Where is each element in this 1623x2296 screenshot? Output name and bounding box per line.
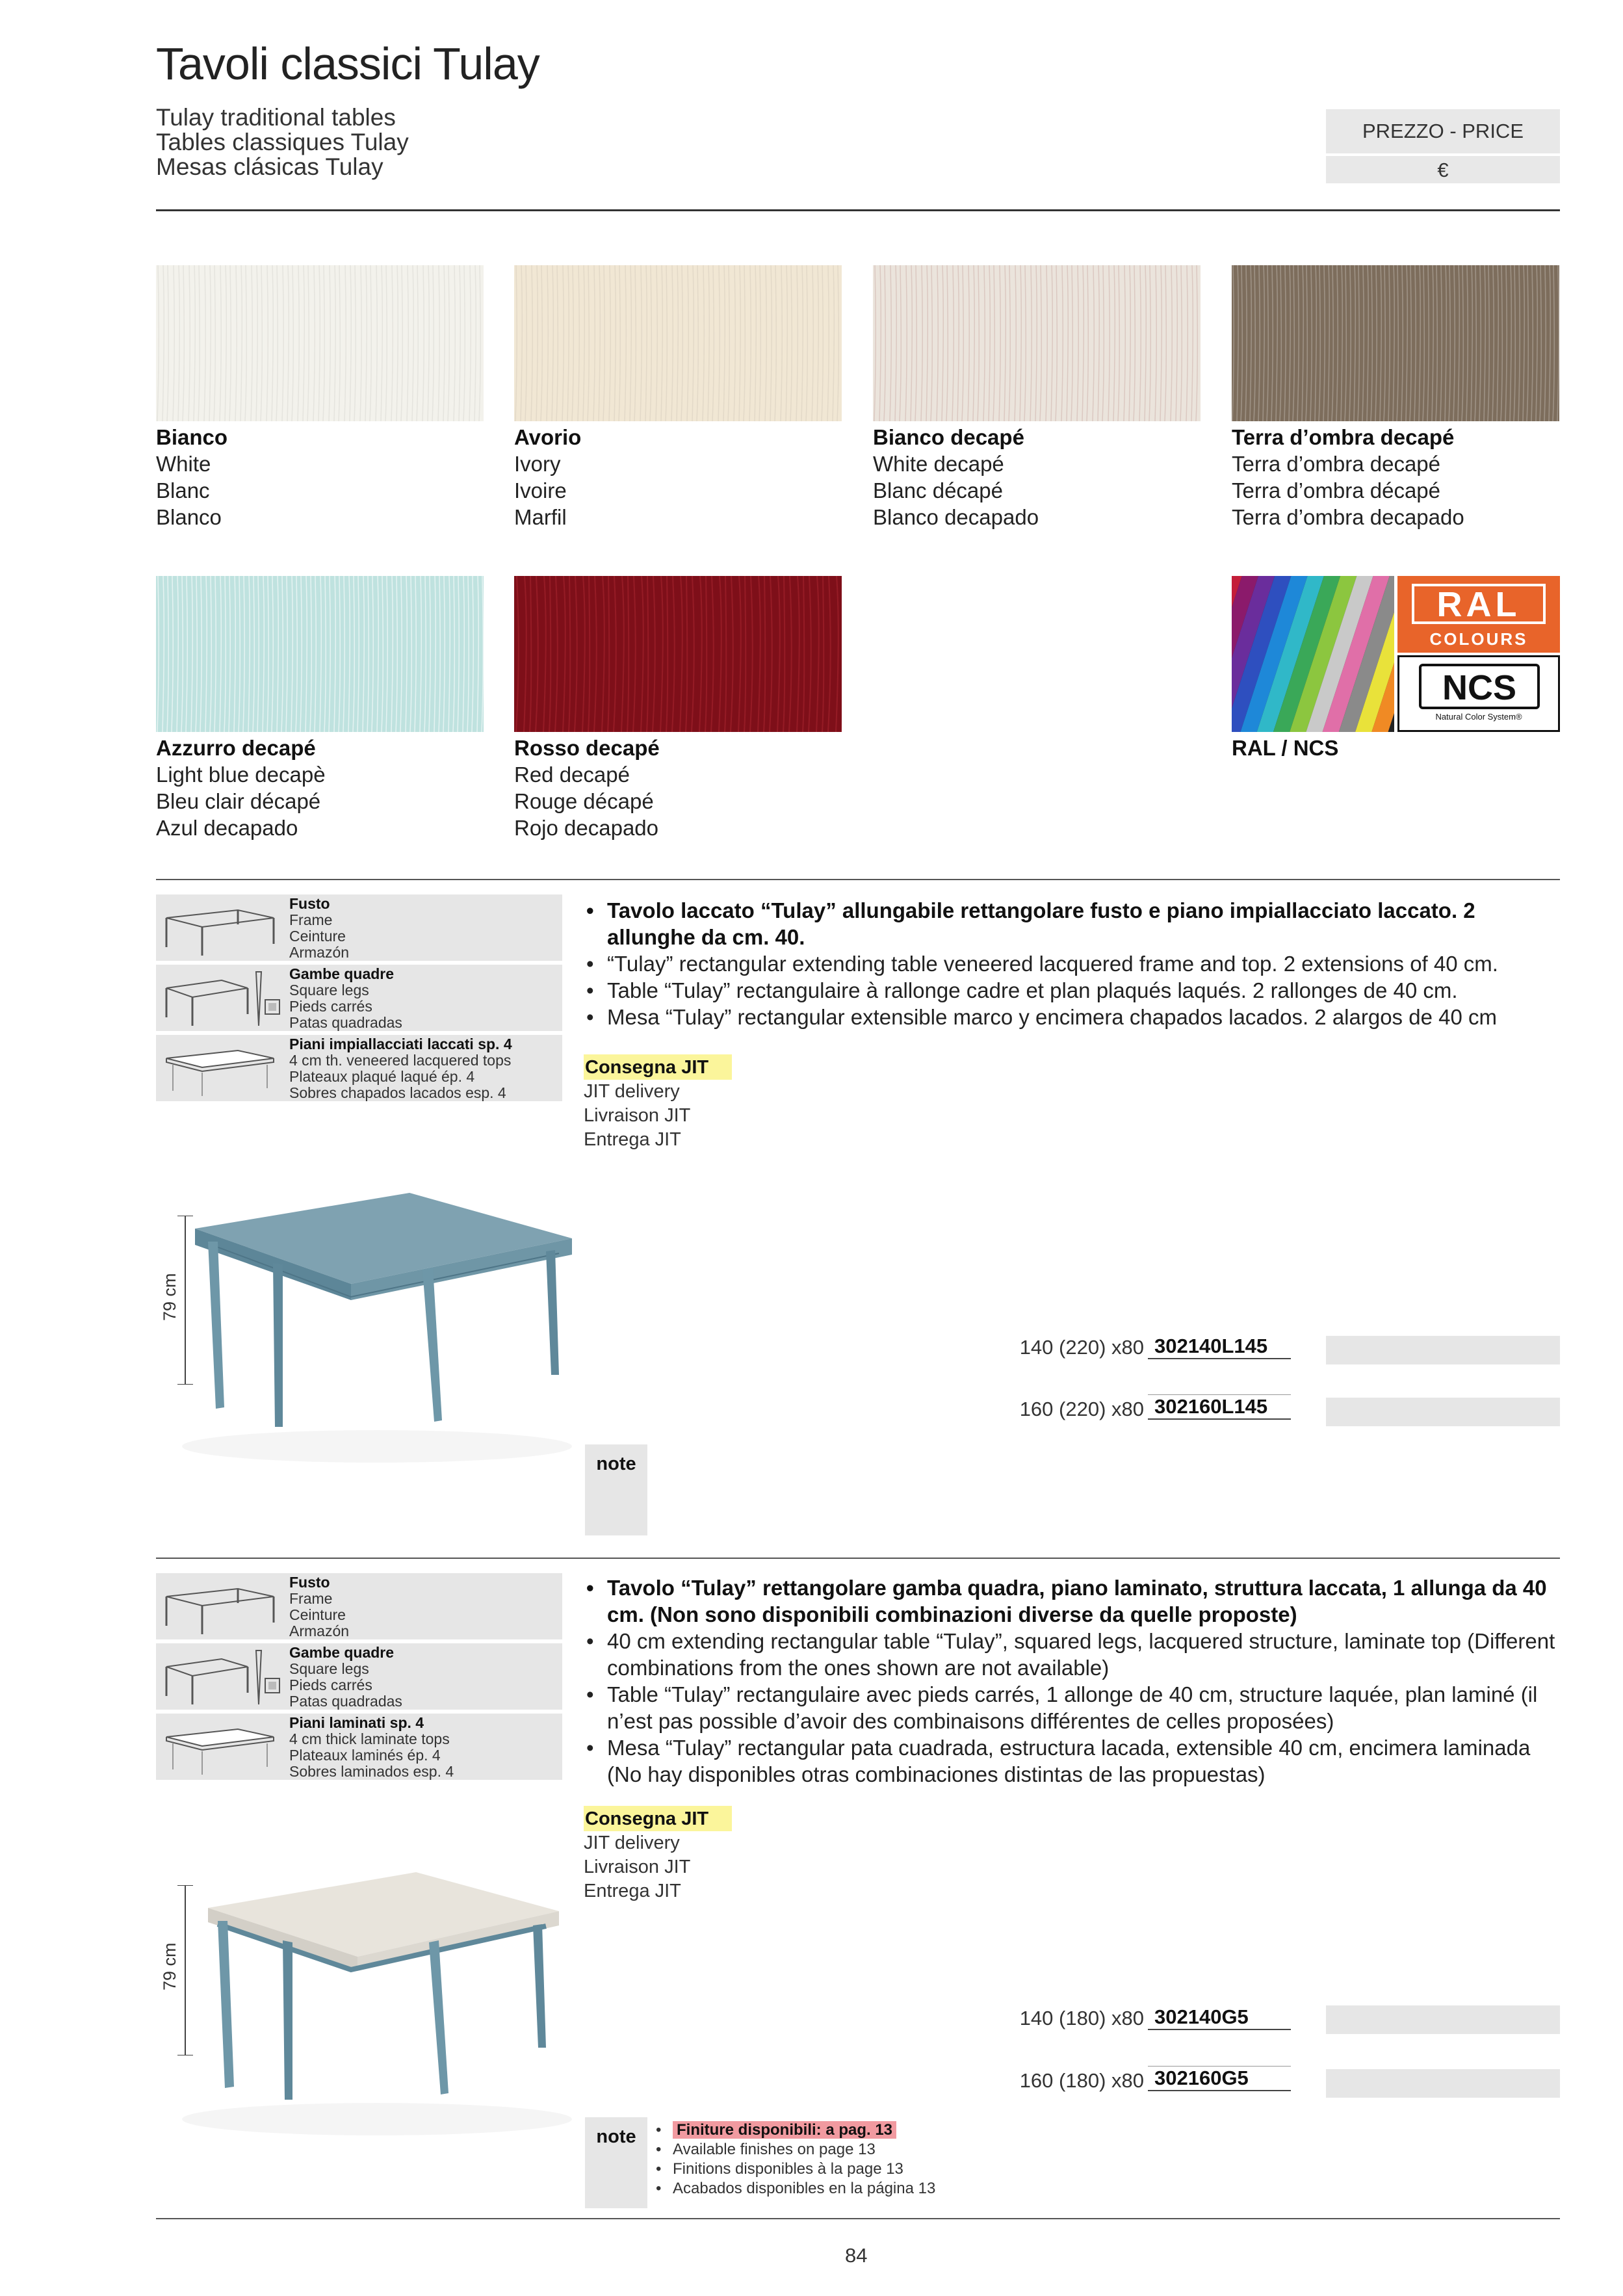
legs-diagram-icon [160, 1647, 283, 1706]
product-1-height: 79 cm [160, 1273, 179, 1321]
swatch-azzurro [156, 576, 484, 732]
page-title: Tavoli classici Tulay [156, 38, 539, 89]
size-label: 140 (180) x80 [1019, 2007, 1144, 2029]
top-diagram-icon [160, 1717, 283, 1776]
swatch-avorio [514, 265, 842, 421]
section-divider-2 [156, 1558, 1560, 1559]
price-cell [1326, 2005, 1560, 2034]
spec-top-text: Piani impiallacciati laccati sp. 4 4 cm th. veneered lacquered tops Plateaux plaqué laqué ép. 4 Sobres chapados lacados esp. 4 [289, 1036, 512, 1101]
swatch-rosso [514, 576, 842, 732]
product-2-table-image [156, 1833, 585, 2152]
finish-label-avorio: Avorio Ivory Ivoire Marfil [514, 425, 582, 529]
product-1-table-image [156, 1167, 585, 1479]
spec-legs [156, 1643, 562, 1710]
header-divider [156, 209, 1560, 211]
product-1-description: • Tavolo laccato “Tulay” allungabile rettangolare fusto e piano impiallacciato laccato. 2 allunghe da cm. 40. • “Tulay” rectangular extending table veneered lacquered frame and top. 2 extensions of 40 cm. • Table “Tulay” rectangulaire à rallonge cadre et plan plaqués laqués. 2 rallonges de 40 cm. • Mesa “Tulay” rectangular extensible marco y encimera chapados lacados. 2 alargos de 40 cm [584, 897, 1559, 1030]
frame-diagram-icon [160, 1577, 283, 1636]
spec-frame-text: Fusto Frame Ceinture Armazón [289, 895, 350, 961]
size-label: 160 (180) x80 [1019, 2069, 1144, 2092]
product-2-note-box: note [585, 2117, 647, 2208]
legs-diagram-icon [160, 969, 283, 1027]
price-cell [1326, 1336, 1560, 1364]
swatch-bianco [156, 265, 484, 421]
product-code: 302140G5 [1148, 2005, 1291, 2030]
product-2-description: • Tavolo “Tulay” rettangolare gamba quadra, piano laminato, struttura laccata, 1 allunga da 40 cm. (Non sono disponibili combinazioni diverse da quelle proposte) • 40 cm extending rectangular table “Tulay”, squared legs, lacquered structure, laminate top (Different combinations from the ones shown are not available) • Table “Tulay” rectangulaire avec pieds carrés, 1 allonge de 40 cm, structure laquée, plan laminé (il n’est pas possible d’avoir des combinaisons différentes de celles proposées) • Mesa “Tulay” rectangular pata cuadrada, estructura lacada, extensible 40 cm, encimera laminada (No hay disponibles otras combinaciones distintas de las propuestas) [584, 1574, 1559, 1788]
spec-frame-text: Fusto Frame Ceinture Armazón [289, 1574, 350, 1639]
spec-top [156, 1035, 562, 1101]
subtitle-fr: Tables classiques Tulay [156, 129, 409, 155]
price-header: PREZZO - PRICE [1326, 109, 1560, 153]
product-1-delivery: Consegna JIT JIT delivery Livraison JIT Entrega JIT [584, 1054, 732, 1152]
price-cell [1326, 1398, 1560, 1426]
page-number: 84 [845, 2244, 868, 2267]
size-label: 160 (220) x80 [1019, 1398, 1144, 1420]
ral-logo: RAL COLOURS [1397, 576, 1560, 653]
swatch-bianco-decape [873, 265, 1201, 421]
color-fan-image [1232, 576, 1394, 732]
spec-frame [156, 894, 562, 961]
finish-label-ral-ncs: RAL / NCS [1232, 736, 1339, 760]
finish-label-azzurro: Azzurro decapé Light blue decapè Bleu clair décapé Azul decapado [156, 736, 326, 840]
product-1-note-box: note [585, 1444, 647, 1535]
subtitle-en: Tulay traditional tables [156, 104, 396, 131]
product-code: 302140L145 [1148, 1335, 1291, 1359]
spec-top [156, 1714, 562, 1780]
product-2-notes: • Finiture disponibili: a pag. 13 • Available finishes on page 13 • Finitions disponibles à la page 13 • Acabados disponibles en la página 13 [653, 2120, 935, 2198]
currency-label: € [1326, 156, 1560, 183]
product-code: 302160L145 [1148, 1394, 1291, 1420]
spec-frame [156, 1573, 562, 1639]
size-label: 140 (220) x80 [1019, 1336, 1144, 1359]
footer-divider [156, 2218, 1560, 2219]
product-2-height: 79 cm [160, 1942, 179, 1990]
section-divider-1 [156, 879, 1560, 880]
subtitle-es: Mesas clásicas Tulay [156, 153, 383, 180]
finish-label-terra-ombra: Terra d’ombra decapé Terra d’ombra decapé Terra d’ombra décapé Terra d’ombra decapado [1232, 425, 1464, 529]
spec-top-text: Piani laminati sp. 4 4 cm thick laminate tops Plateaux laminés ép. 4 Sobres laminados esp. 4 [289, 1714, 454, 1780]
swatch-terra-ombra [1232, 265, 1559, 421]
finish-label-bianco: Bianco White Blanc Blanco [156, 425, 228, 529]
top-diagram-icon [160, 1039, 283, 1097]
spec-legs-text: Gambe quadre Square legs Pieds carrés Patas quadradas [289, 1644, 402, 1710]
frame-diagram-icon [160, 898, 283, 957]
spec-legs [156, 965, 562, 1031]
product-code: 302160G5 [1148, 2066, 1291, 2091]
finish-label-bianco-decape: Bianco decapé White decapé Blanc décapé Blanco decapado [873, 425, 1039, 529]
finish-label-rosso: Rosso decapé Red decapé Rouge décapé Rojo decapado [514, 736, 660, 840]
spec-legs-text: Gambe quadre Square legs Pieds carrés Patas quadradas [289, 965, 402, 1031]
ncs-logo: NCS Natural Color System® [1397, 655, 1560, 732]
product-2-delivery: Consegna JIT JIT delivery Livraison JIT Entrega JIT [584, 1806, 732, 1903]
price-cell [1326, 2069, 1560, 2098]
